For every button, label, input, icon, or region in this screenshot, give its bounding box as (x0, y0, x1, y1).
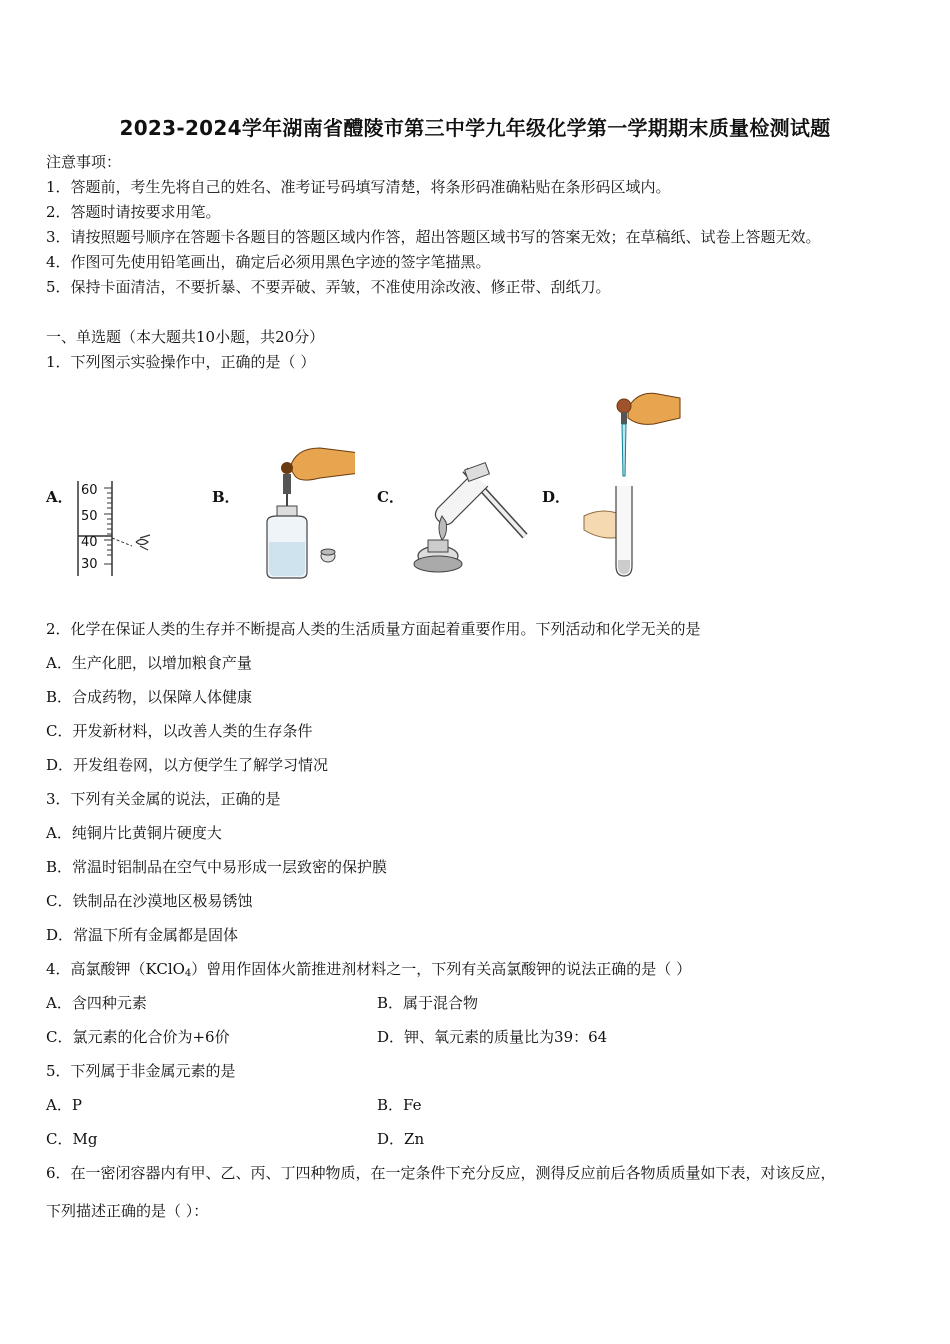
cylinder-tick-50: 50 (81, 509, 98, 524)
question-5-stem: 5．下列属于非金属元素的是 (46, 1062, 236, 1080)
question-4-stem-post: ）曾用作固体火箭推进剂材料之一，下列有关高氯酸钾的说法正确的是（ ） (191, 960, 692, 978)
question-3-stem: 3．下列有关金属的说法，正确的是 (46, 790, 281, 808)
question-4-stem (46, 959, 691, 984)
section-heading: 一、单选题（本大题共10小题，共20分） (46, 328, 325, 346)
notice-item: 3．请按照题号顺序在答题卡各题目的答题区域内作答，超出答题区域书写的答案无效；在草稿纸、试卷上答题无效。 (46, 228, 821, 246)
notice-item: 1．答题前，考生先将自己的姓名、准考证号码填写清楚，将条形码准确粘贴在条形码区域内。 (46, 178, 671, 196)
notice-item: 2．答题时请按要求用笔。 (46, 203, 221, 221)
question-2-option-a[interactable]: A．生产化肥，以增加粮食产量 (46, 654, 252, 672)
question-5-option-d[interactable]: D．Zn (377, 1130, 425, 1148)
question-5-option-b[interactable]: B．Fe (377, 1096, 422, 1114)
question-4-option-d[interactable]: D．钾、氧元素的质量比为39：64 (377, 1028, 608, 1046)
figure-c-test-tube-heating (410, 460, 535, 582)
question-5-option-a[interactable]: A．P (46, 1096, 82, 1114)
question-3-option-b[interactable]: B．常温时铝制品在空气中易形成一层致密的保护膜 (46, 858, 388, 876)
question-6-stem-line2: 下列描述正确的是（ ）： (46, 1202, 209, 1220)
figure-b-label: B． (212, 488, 240, 506)
question-2-option-b[interactable]: B．合成药物，以保障人体健康 (46, 688, 253, 706)
page-title: 2023-2024学年湖南省醴陵市第三中学九年级化学第一学期期末质量检测试题 (119, 116, 831, 140)
figure-d-dropper-test-tube (578, 388, 683, 584)
question-3-option-a[interactable]: A．纯铜片比黄铜片硬度大 (46, 824, 222, 842)
question-2-option-d[interactable]: D．开发组卷网，以方便学生了解学习情况 (46, 756, 329, 774)
question-5-option-c[interactable]: C．Mg (46, 1130, 98, 1148)
question-3-option-c[interactable]: C．铁制品在沙漠地区极易锈蚀 (46, 892, 253, 910)
question-4-option-b[interactable]: B．属于混合物 (377, 994, 479, 1012)
question-6-stem-line1: 6．在一密闭容器内有甲、乙、丙、丁四种物质，在一定条件下充分反应，测得反应前后各物质质量如下表，对该反应， (46, 1164, 836, 1182)
figure-a-label: A． (46, 488, 73, 506)
figure-d-label: D． (542, 488, 571, 506)
cylinder-tick-30: 30 (81, 557, 98, 572)
question-2-option-c[interactable]: C．开发新材料，以改善人类的生存条件 (46, 722, 313, 740)
question-4-formula-subscript: 4 (184, 968, 192, 979)
cylinder-tick-60: 60 (81, 483, 98, 498)
question-2-stem: 2．化学在保证人类的生存并不断提高人类的生活质量方面起着重要作用。下列活动和化学无关的是 (46, 620, 701, 638)
question-4-option-a[interactable]: A．含四种元素 (46, 994, 147, 1012)
notice-item: 5．保持卡面清洁，不要折暴、不要弄破、弄皱，不准使用涂改液、修正带、刮纸刀。 (46, 278, 611, 296)
figure-c-label: C． (377, 488, 404, 506)
question-3-option-d[interactable]: D．常温下所有金属都是固体 (46, 926, 239, 944)
figure-b-reagent-bottle (255, 438, 355, 584)
figure-a-graduated-cylinder (70, 476, 170, 585)
notice-item: 4．作图可先使用铅笔画出，确定后必须用黑色字迹的签字笔描黑。 (46, 253, 491, 271)
cylinder-tick-40: 40 (81, 535, 98, 550)
notice-heading: 注意事项： (46, 153, 122, 171)
question-4-option-c[interactable]: C．氯元素的化合价为+6价 (46, 1028, 230, 1046)
question-1-stem: 1．下列图示实验操作中，正确的是（ ） (46, 353, 316, 371)
question-4-stem-pre: 4．高氯酸钾（KClO (46, 960, 185, 978)
